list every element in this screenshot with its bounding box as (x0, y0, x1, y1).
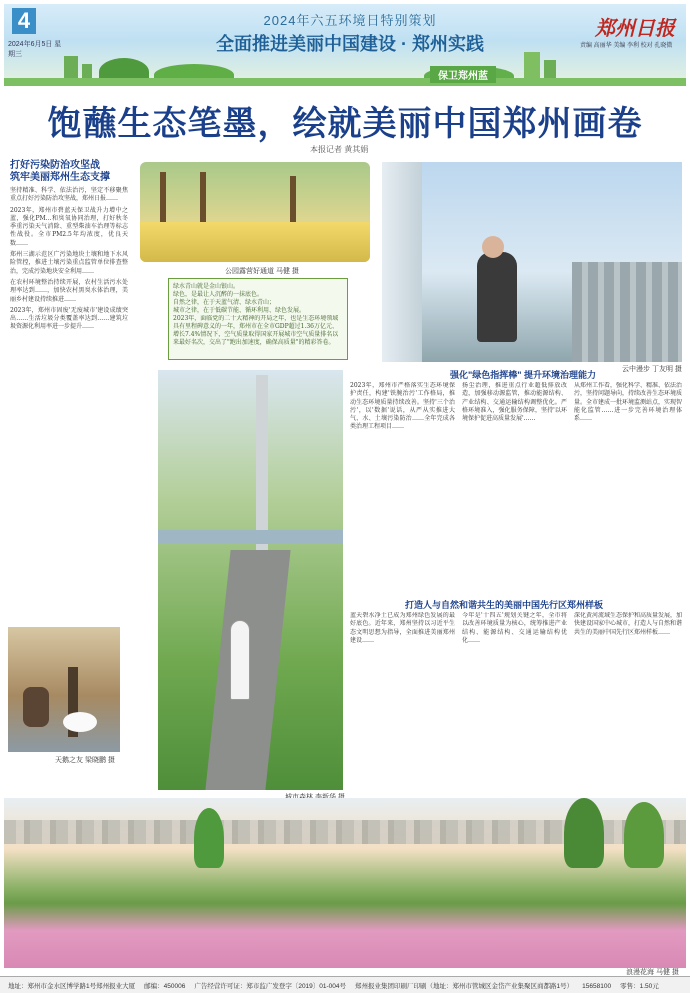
footer-price: 零售：1.50元 (620, 983, 659, 990)
callout-line: 绿水青山就是金山银山。 (173, 283, 240, 290)
city-forest-photo (158, 370, 343, 790)
footer-printer: 郑州报业集团印刷厂印刷（地址：郑州市管城区金岱产业集聚区商都路1号） (355, 983, 574, 990)
paragraph: 2023年，郑州市固废'无废城市'建设成绩突出……生活垃圾分类覆盖率达到……建筑垃圾资源化利用率进一步提升…… (10, 306, 128, 331)
editor-credits: 责编 高丽华 美编 李利 校对 孔晓微 (580, 43, 673, 49)
tree (194, 808, 224, 868)
callout-line: 2023年，面临党的二十大精神的开局之年，也是生态环境领域具有里程碑意义的一年，郑州市在全市GDP超过1.36万亿元、增长7.4%情况下，空气质量取得国家开展城市空气质量排名以来最好名次，交出了"跑出加速度，确保高质量"的精彩答卷。 (173, 315, 339, 346)
high-speed-train (230, 620, 250, 700)
person-figure (23, 687, 49, 727)
section-tag: 保卫郑州蓝 (430, 66, 496, 83)
lake-caption: 浪漫花海 马健 摄 (626, 969, 679, 976)
left-subhead: 筑牢美丽郑州生态支撑 (10, 172, 110, 183)
article-column: 从郑州工作看，强化科学、精准、依法治污，坚持问题导向，持续改善生态环境质量。全市建成一批环境监测站点，实现智能化监管……进一步完善环境治理体系…… (574, 382, 682, 423)
flower-field (140, 222, 370, 262)
footer-phone: 15658100 (582, 983, 612, 990)
article-column: 扬尘治理，推进重点行业超低排放改造，加强移动源监管，推动能源结构、产业结构、交通运输结构调整优化。严格环境准入，强化服务保障，坚持'以环境保护促进高质量发展'…… (462, 382, 567, 423)
tree (624, 802, 664, 868)
article-column: 深化黄河流域生态保护和高质量发展，加快建设国家中心城市，打造人与自然和谐共生的美丽中国先行区郑州样板…… (574, 612, 682, 636)
article-column: 蓝天碧水净土已成为郑州绿色发展的最好底色。近年来，郑州坚持以习近平生态文明思想为指导，全面推进美丽郑州建设…… (350, 612, 455, 644)
footer (0, 976, 690, 993)
byline: 本报记者 黄其娟 (310, 145, 369, 154)
callout-line: 绿色，是最让人沉醉的一抹底色。 (173, 291, 264, 298)
special-topic-label: 2024年六五环境日特别策划 (263, 13, 437, 28)
callout-line: 自然之律，在于天蓝气清、绿水青山； (173, 299, 276, 306)
paragraph: 在农村环境整治持续开展，农村生活污水处理率达到……，加快农村黑臭水体治理，美丽乡村建设持续推进…… (10, 278, 128, 303)
paragraph: 2023年，郑州市碧蓝天保卫战升力增中之蓝，强化PM…和臭氧协同治理，打好秋冬季重污染天气消除、重型柴油车治理等标志性战役。全市PM2.5年均浓度，优良天数…… (10, 206, 128, 247)
tree (564, 798, 604, 868)
callout-line: 城市之律，在于低碳节能、循环利用、绿色发展。 (173, 307, 306, 314)
section-title-1: 强化"绿色指挥棒" 提升环境治理能力 (450, 370, 597, 380)
person-head (482, 236, 504, 258)
park-photo (140, 162, 370, 262)
banner-grass (4, 78, 686, 86)
elevated-road (158, 530, 343, 544)
swan-caption: 天鹅之友 梁晓鹏 摄 (55, 757, 115, 764)
callout-box (168, 278, 348, 360)
park-caption: 公园露营好通道 马健 摄 (225, 268, 299, 275)
footer-license: 广告经营许可证：郑市监广发登字〔2019〕01-004号 (194, 983, 347, 990)
date-line: 2024年6月5日 星期三 (8, 41, 62, 58)
footer-address: 地址：郑州市金水区博学路1号郑州报业大厦 (8, 983, 136, 990)
article-column: 2023年，郑州市严格落实生态环境保护责任，构建'铁腕治污'工作格局，推动生态环境质量持续改善。坚持'三个治污'，以'数据'说话，从严从实推进大气、水、土壤污染防治……全年完成各类治理工程项目…… (350, 382, 455, 431)
left-article (10, 160, 128, 332)
section-title-2: 打造人与自然和谐共生的美丽中国先行区郑州样板 (405, 600, 604, 610)
banner-title: 全面推进美丽中国建设 · 郑州实践 (216, 34, 484, 54)
glass-railing (382, 162, 422, 362)
footer-postcode: 邮编：450006 (144, 983, 186, 990)
paragraph: 坚持精准、科学、依法治污，坚定不移聚焦重点打好污染防治攻坚战，郑州日报…… (10, 187, 128, 203)
cloud-caption: 云中漫步 丁友明 摄 (622, 366, 682, 373)
lake-panorama-photo (4, 798, 686, 968)
swan (63, 712, 97, 732)
page-number: 4 (12, 8, 36, 34)
newspaper-logo: 郑州日报 (595, 16, 675, 40)
paragraph: 郑州三湖示范区广污染地块土壤和地下水风险管控，推进土壤污染重点监管单位排查整治，完成污染地块安全利用…… (10, 251, 128, 275)
cloud-walk-photo (382, 162, 682, 362)
swan-photo (8, 627, 120, 752)
headline: 饱蘸生态笔墨，绘就美丽中国郑州画卷 (47, 105, 643, 143)
bridge-tower (256, 375, 268, 555)
left-subhead: 打好污染防治攻坚战 (10, 160, 100, 171)
person-figure (477, 252, 517, 342)
article-column: 今年是'十四五'规划关键之年，全市将以改善环境质量为核心，统筹推进产业结构、能源结构、交通运输结构优化…… (462, 612, 567, 644)
city-skyline (572, 262, 682, 362)
